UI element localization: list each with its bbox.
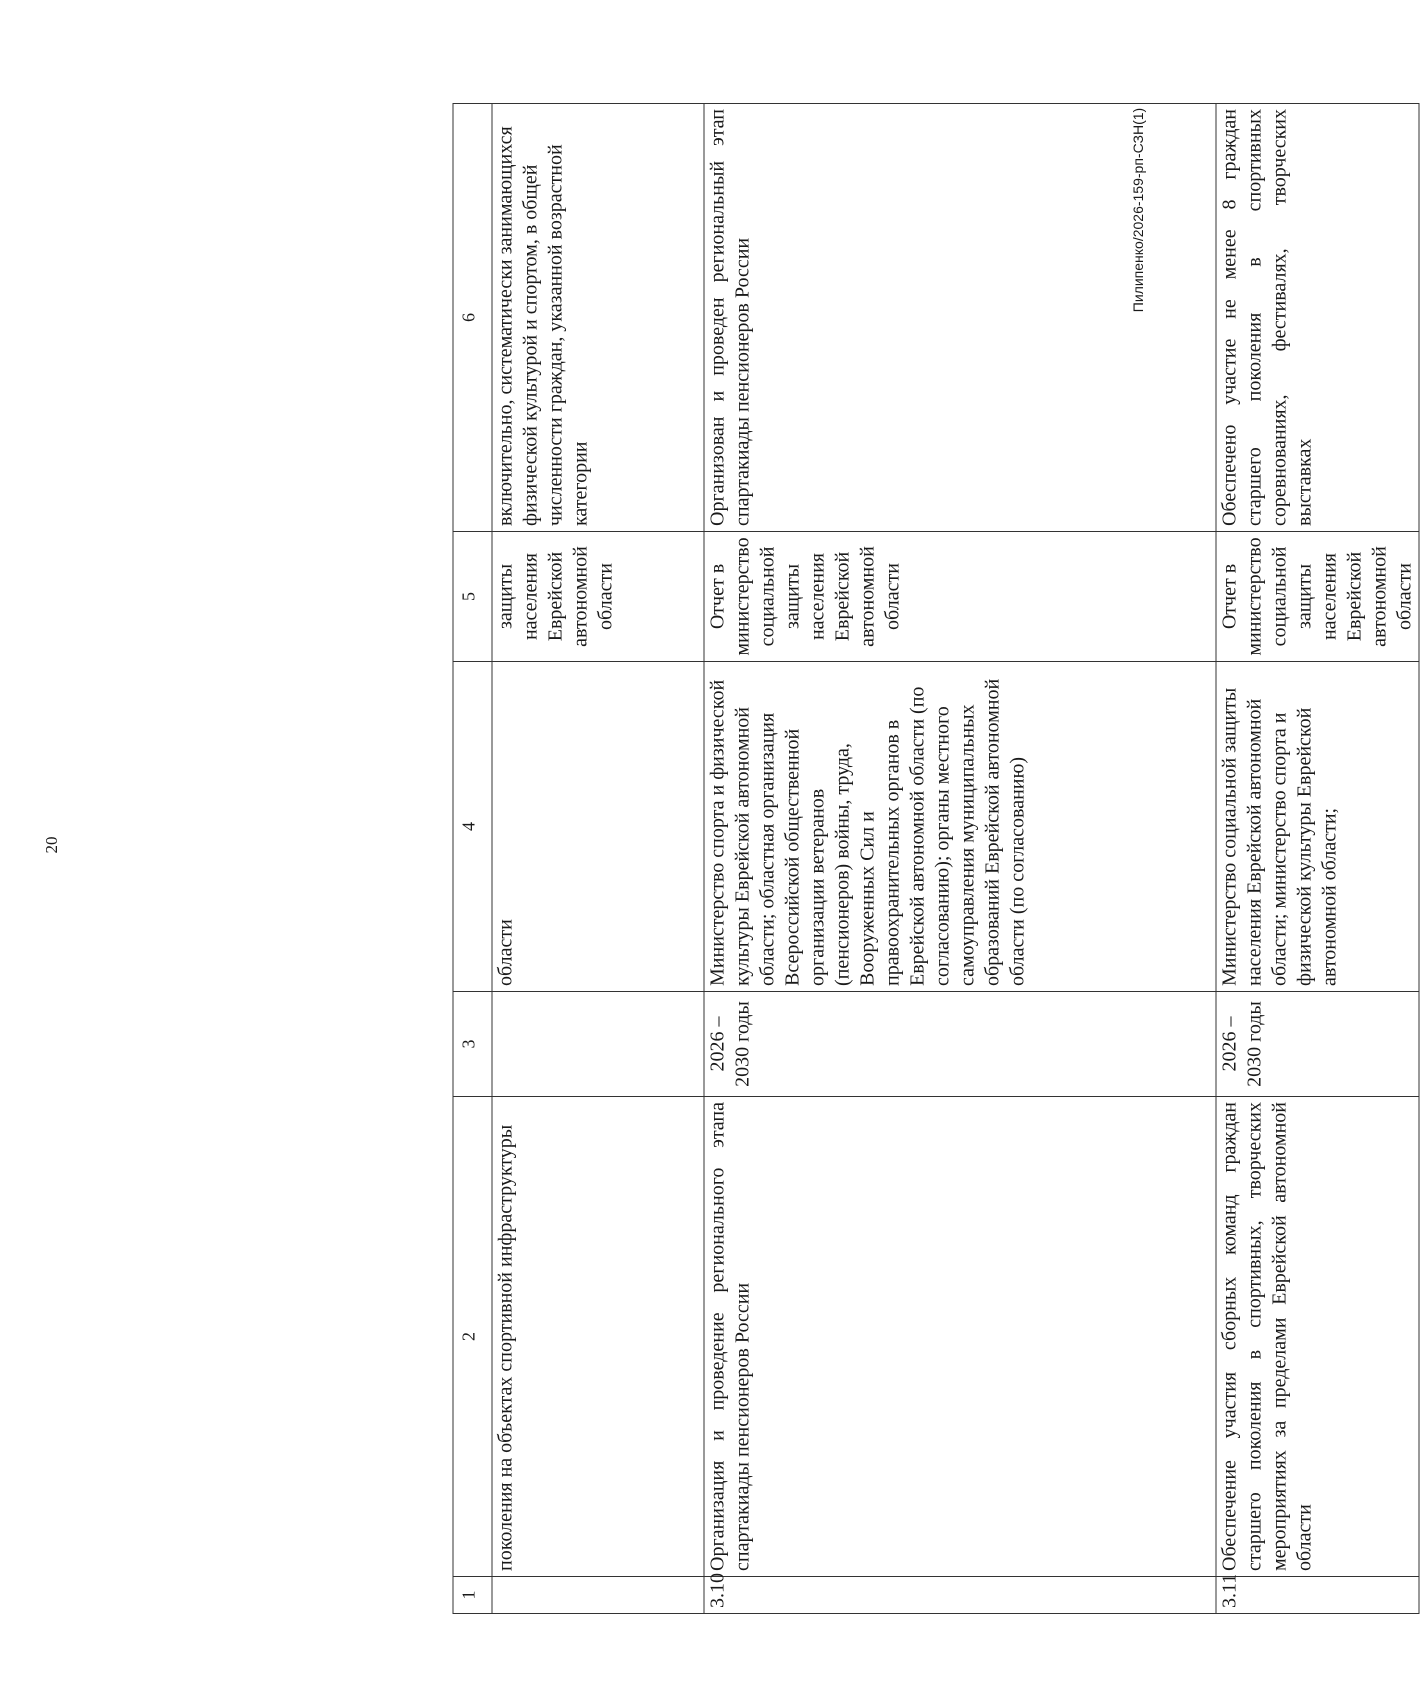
report-cell: Отчет в министерство социальной защиты населения Еврейской автономной области [704,532,1216,662]
executors-cell: области [492,662,704,992]
header-col-2: 2 [453,1097,492,1577]
result-cell: Организован и проведен региональный этап спартакиады пенсионеров России [704,104,1216,532]
result-cell: Обеспечено участие не менее 8 граждан старшего поколения в спортивных соревнованиях, фестивалях, творческих выставках [1216,104,1419,532]
period-cell [492,992,704,1097]
header-col-4: 4 [453,662,492,992]
row-number: 3.11 [1216,1577,1419,1614]
executors-cell: Министерство спорта и физической культуры Еврейской автономной области; областная организация Всероссийской общественной организации ветеранов (пенсионеров) войны, труда, Вооруженных Сил и правоохранительных органов в Еврейской автономной области (по согласованию); органы местного самоуправления муниципальных образований Еврейской автономной области (по согласованию) [704,662,1216,992]
table-row [1216,104,1419,1614]
table-header-row [453,104,492,1614]
report-cell: защиты населения Еврейской автономной области [492,532,704,662]
report-cell: Отчет в министерство социальной защиты населения Еврейской автономной области [1216,532,1419,662]
table-row [704,104,1216,1614]
rotated-sheet [453,104,1416,1614]
header-col-6: 6 [453,104,492,532]
period-cell: 2026 – 2030 годы [704,992,1216,1097]
row-number [492,1577,704,1614]
measures-table [453,103,1420,1614]
measure-cell: Организация и проведение регионального этапа спартакиады пенсионеров России [704,1097,1216,1577]
table-row [492,104,704,1614]
document-code: Пилипенко/2026-159-рп-СЗН(1) [1130,107,1146,313]
header-col-3: 3 [453,992,492,1097]
result-cell: включительно, систематически занимающихся физической культурой и спортом, в общей численности граждан, указанной возрастной категории [492,104,704,532]
period-cell: 2026 – 2030 годы [1216,992,1419,1097]
measure-cell: Обеспечение участия сборных команд граждан старшего поколения в спортивных, творческих мероприятиях за пределами Еврейской автономной области [1216,1097,1419,1577]
page-number: 20 [42,836,61,854]
executors-cell: Министерство социальной защиты населения Еврейской автономной области; министерство спорта и физической культуры Еврейской автономной области; [1216,662,1419,992]
header-col-1: 1 [453,1577,492,1614]
header-col-5: 5 [453,532,492,662]
row-number: 3.10 [704,1577,1216,1614]
measure-cell: поколения на объектах спортивной инфраструктуры [492,1097,704,1577]
